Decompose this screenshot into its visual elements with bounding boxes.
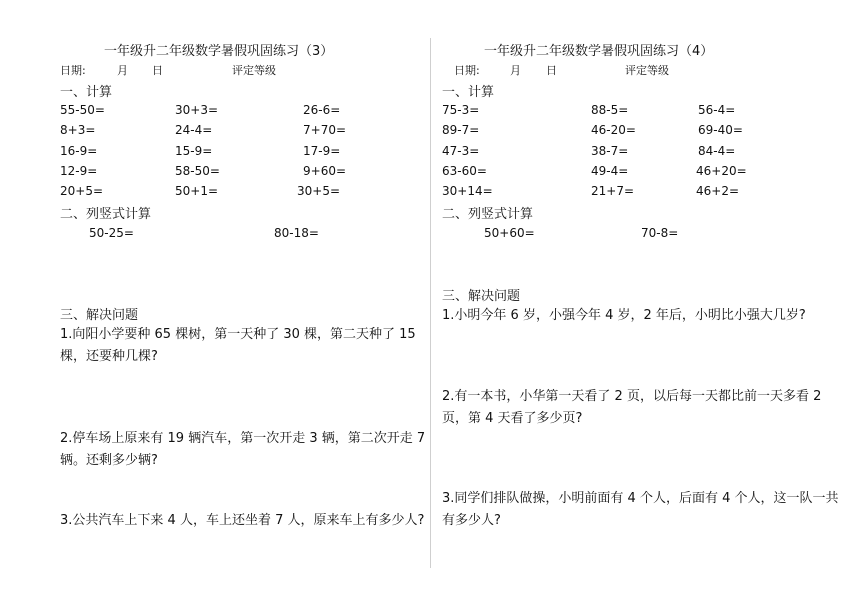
section-calculation-heading: 一、计算 (60, 85, 113, 100)
date-label: 日期: (60, 64, 86, 77)
word-problem: 2.停车场上原来有 19 辆汽车，第一次开走 3 辆，第二次开走 7 辆。还剩多少辆? (60, 431, 426, 468)
calc-item: 7+70= (303, 123, 347, 137)
worksheet-title: 一年级升二年级数学暑假巩固练习（4） (484, 44, 714, 59)
calc-item: 88-5= (591, 103, 629, 117)
section-vertical-heading: 二、列竖式计算 (442, 207, 534, 222)
calc-item: 24-4= (175, 123, 213, 137)
calc-item: 9+60= (303, 164, 347, 178)
grade-label: 评定等级 (625, 64, 669, 77)
vertical-calc-item: 50-25= (89, 226, 134, 240)
section-problems-heading: 三、解决问题 (60, 308, 139, 323)
calc-item: 56-4= (698, 103, 736, 117)
vertical-calc-item: 70-8= (641, 226, 679, 240)
grade-label: 评定等级 (232, 64, 276, 77)
calc-item: 16-9= (60, 144, 98, 158)
calc-item: 46+2= (696, 184, 740, 198)
calc-item: 30+14= (442, 184, 493, 198)
calc-item: 38-7= (591, 144, 629, 158)
calc-item: 30+3= (175, 103, 219, 117)
calc-item: 63-60= (442, 164, 487, 178)
month-label: 月 (510, 64, 521, 77)
calc-item: 17-9= (303, 144, 341, 158)
vertical-calc-item: 50+60= (484, 226, 535, 240)
calc-item: 12-9= (60, 164, 98, 178)
word-problem: 1.向阳小学要种 65 棵树，第一天种了 30 棵，第二天种了 15 棵，还要种几棵? (60, 327, 416, 364)
calc-item: 20+5= (60, 184, 104, 198)
calc-item: 47-3= (442, 144, 480, 158)
calc-item: 84-4= (698, 144, 736, 158)
calc-item: 26-6= (303, 103, 341, 117)
day-label: 日 (546, 64, 557, 77)
day-label: 日 (152, 64, 163, 77)
calc-item: 46-20= (591, 123, 636, 137)
calc-item: 69-40= (698, 123, 743, 137)
calc-item: 50+1= (175, 184, 219, 198)
month-label: 月 (117, 64, 128, 77)
vertical-calc-item: 80-18= (274, 226, 319, 240)
worksheet-4 (432, 0, 852, 608)
calc-item: 8+3= (60, 123, 96, 137)
column-divider (430, 38, 431, 568)
word-problem: 2.有一本书，小华第一天看了 2 页，以后每一天都比前一天多看 2 页，第 4 天看了多少页? (442, 389, 822, 426)
calc-item: 75-3= (442, 103, 480, 117)
calc-item: 30+5= (297, 184, 341, 198)
calc-item: 21+7= (591, 184, 635, 198)
worksheet-3 (0, 0, 426, 608)
calc-item: 58-50= (175, 164, 220, 178)
section-vertical-heading: 二、列竖式计算 (60, 207, 152, 222)
calc-item: 49-4= (591, 164, 629, 178)
word-problem: 1.小明今年 6 岁，小强今年 4 岁，2 年后，小明比小强大几岁? (442, 308, 806, 323)
word-problem: 3.同学们排队做操，小明前面有 4 个人，后面有 4 个人，这一队一共有多少人? (442, 491, 839, 528)
calc-item: 55-50= (60, 103, 105, 117)
calc-item: 46+20= (696, 164, 747, 178)
calc-item: 15-9= (175, 144, 213, 158)
word-problem: 3.公共汽车上下来 4 人，车上还坐着 7 人，原来车上有多少人? (60, 513, 425, 528)
worksheet-title: 一年级升二年级数学暑假巩固练习（3） (104, 44, 334, 59)
date-label: 日期: (454, 64, 480, 77)
section-problems-heading: 三、解决问题 (442, 289, 521, 304)
section-calculation-heading: 一、计算 (442, 85, 495, 100)
calc-item: 89-7= (442, 123, 480, 137)
